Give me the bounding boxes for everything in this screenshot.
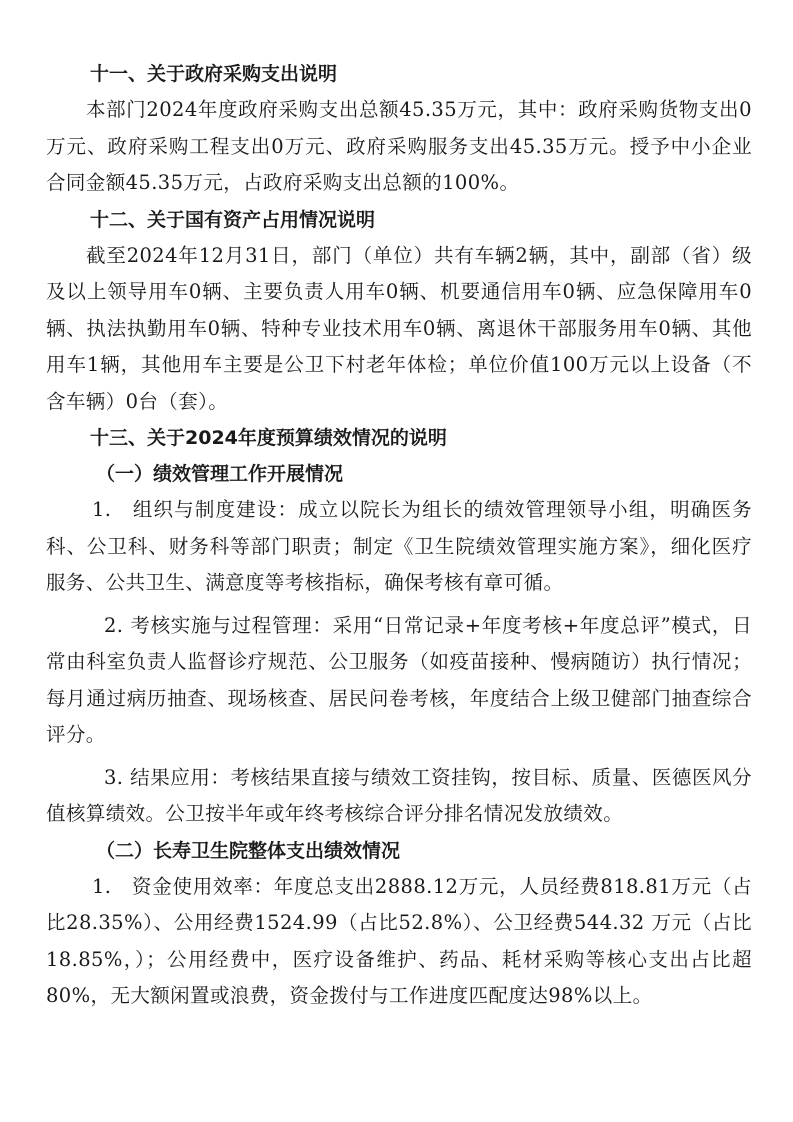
management-item-1: 1. 组织与制度建设：成立以院长为组长的绩效管理领导小组，明确医务科、公卫科、财务科等部门职责；制定《卫生院绩效管理实施方案》，细化医疗服务、公共卫生、满意度等考核指标，确保考核有章可循。 (46, 498, 752, 594)
management-item-2: 2. 考核实施与过程管理：采用“日常记录+年度考核+年度总评”模式，日常由科室负责人监督诊疗规范、公卫服务（如疫苗接种、慢病随访）执行情况；每月通过病历抽查、现场核查、居民问卷考核，年度结合上级卫健部门抽查综合评分。 (46, 613, 752, 746)
subsection-heading-expenditure: （二）长寿卫生院整体支出绩效情况 (96, 839, 401, 862)
section-heading-procurement: 十一、关于政府采购支出说明 (90, 63, 338, 85)
assets-paragraph: 截至2024年12月31日，部门（单位）共有车辆2辆，其中，副部（省）级及以上领导用车0辆、主要负责人用车0辆、机要通信用车0辆、应急保障用车0辆、执法执勤用车0辆、特种专业技术用车0辆、离退休干部服务用车0辆、其他用车1辆，其他用车主要是公卫下村老年体检；单位价值100万元以上设备（不含车辆）0台（套）。 (46, 243, 752, 413)
subsection-heading-management: （一）绩效管理工作开展情况 (96, 463, 344, 485)
procurement-paragraph: 本部门2024年度政府采购支出总额45.35万元，其中：政府采购货物支出0万元、政府采购工程支出0万元、政府采购服务支出45.35万元。授予中小企业合同金额45.35万元，占政府采购支出总额的100%。 (46, 98, 752, 194)
section-heading-performance: 十三、关于2024年度预算绩效情况的说明 (90, 427, 447, 449)
expenditure-item-1: 1. 资金使用效率：年度总支出2888.12万元，人员经费818.81万元（占比28.35%）、公用经费1524.99（占比52.8%）、公卫经费544.32 万元（占比18.85%，）；公用经费中，医疗设备维护、药品、耗材采购等核心支出占比超80%，无大额闲置或浪费，资金拨付与工作进度匹配度达98%以上。 (46, 874, 752, 1007)
management-item-3: 3. 结果应用：考核结果直接与绩效工资挂钩，按目标、质量、医德医风分值核算绩效。公卫按半年或年终考核综合评分排名情况发放绩效。 (46, 765, 752, 825)
section-heading-assets: 十二、关于国有资产占用情况说明 (90, 208, 376, 231)
document-body (46, 56, 752, 1015)
